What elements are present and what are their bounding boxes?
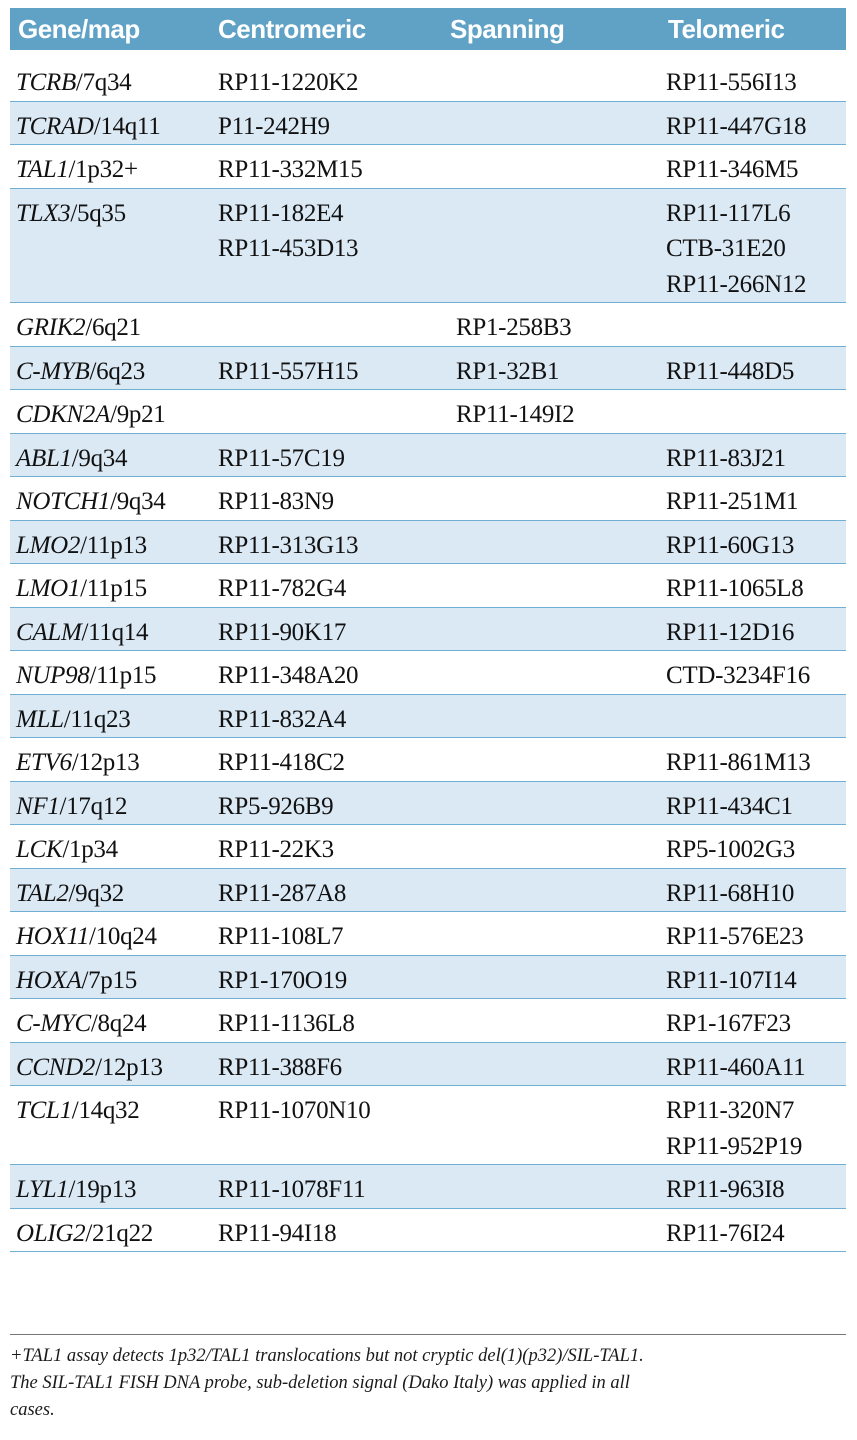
spanning-cell	[450, 1165, 660, 1209]
telomeric-probe: RP11-117L6	[666, 199, 791, 227]
centromeric-probe: RP11-557H15	[218, 357, 359, 385]
gene-name: ABL1	[16, 444, 72, 472]
centromeric-cell	[210, 651, 450, 695]
table-row	[10, 1042, 846, 1086]
map-location: /7p15	[81, 966, 137, 994]
probe-table-container	[10, 8, 846, 1252]
telomeric-probe: RP1-167F23	[666, 1010, 791, 1037]
map-location: /12p13	[71, 749, 140, 776]
gene-name: CDKN2A	[16, 401, 111, 428]
telomeric-probe: RP11-1065L8	[666, 575, 804, 602]
header-gene-map: Gene/map	[10, 8, 210, 50]
footnote-line: The SIL-TAL1 FISH DNA probe, sub-deletion signal (Dako Italy) was applied in all	[10, 1373, 630, 1393]
centromeric-cell	[210, 1086, 450, 1165]
centromeric-cell	[210, 477, 450, 521]
gene-map-cell	[10, 825, 210, 869]
gene-name: HOX11	[16, 923, 90, 950]
telomeric-cell	[660, 390, 846, 434]
map-location: /5q35	[70, 199, 126, 227]
gene-map-cell	[10, 1208, 210, 1252]
map-location: /11q14	[81, 618, 149, 646]
table-row	[10, 477, 846, 521]
centromeric-probe: RP11-332M15	[218, 156, 363, 183]
telomeric-cell	[660, 477, 846, 521]
centromeric-probe: RP1-170O19	[218, 966, 347, 994]
table-row	[10, 999, 846, 1043]
telomeric-cell	[660, 564, 846, 608]
spanning-cell	[450, 1042, 660, 1086]
spanning-cell	[450, 781, 660, 825]
spanning-cell	[450, 50, 660, 101]
map-location: /11p13	[80, 531, 147, 559]
map-location: /1p32+	[68, 156, 138, 183]
gene-name: CALM	[16, 618, 82, 646]
table-row	[10, 564, 846, 608]
gene-map-cell	[10, 912, 210, 956]
centromeric-cell	[210, 433, 450, 477]
centromeric-probe: RP11-1070N10	[218, 1097, 371, 1124]
spanning-cell	[450, 825, 660, 869]
spanning-cell	[450, 390, 660, 434]
map-location: /14q11	[93, 112, 161, 140]
centromeric-cell	[210, 607, 450, 651]
centromeric-probe: RP11-388F6	[218, 1053, 342, 1081]
spanning-cell	[450, 346, 660, 390]
gene-name: MLL	[16, 705, 64, 733]
table-row	[10, 303, 846, 347]
centromeric-probe: RP11-1136L8	[218, 1010, 355, 1037]
centromeric-cell	[210, 1165, 450, 1209]
gene-map-cell	[10, 955, 210, 999]
table-row	[10, 868, 846, 912]
telomeric-cell	[660, 999, 846, 1043]
gene-map-cell	[10, 694, 210, 738]
map-location: /11q23	[63, 705, 131, 733]
gene-map-cell	[10, 564, 210, 608]
centromeric-probe: RP11-57C19	[218, 444, 345, 472]
centromeric-probe: RP11-22K3	[218, 836, 334, 863]
gene-map-cell	[10, 50, 210, 101]
telomeric-cell	[660, 651, 846, 695]
probe-table	[10, 8, 846, 1252]
telomeric-cell	[660, 520, 846, 564]
gene-map-cell	[10, 738, 210, 782]
telomeric-cell	[660, 607, 846, 651]
centromeric-probe: RP11-832A4	[218, 705, 347, 733]
telomeric-probe: RP11-83J21	[666, 444, 786, 472]
telomeric-cell	[660, 825, 846, 869]
centromeric-cell	[210, 520, 450, 564]
telomeric-probe: RP11-576E23	[666, 923, 804, 950]
spanning-cell	[450, 1208, 660, 1252]
gene-name: TCL1	[16, 1097, 72, 1124]
gene-name: LMO2	[16, 531, 81, 559]
spanning-cell	[450, 1086, 660, 1165]
table-row	[10, 433, 846, 477]
gene-name: TLX3	[16, 199, 71, 227]
centromeric-cell	[210, 694, 450, 738]
gene-name: LMO1	[16, 575, 81, 602]
centromeric-cell	[210, 955, 450, 999]
spanning-probe: RP1-32B1	[456, 357, 560, 385]
centromeric-probe: RP11-348A20	[218, 662, 359, 689]
spanning-cell	[450, 607, 660, 651]
spanning-cell	[450, 912, 660, 956]
centromeric-cell	[210, 564, 450, 608]
map-location: /1p34	[62, 836, 118, 863]
centromeric-probe: RP11-418C2	[218, 749, 345, 776]
telomeric-cell	[660, 868, 846, 912]
centromeric-cell	[210, 868, 450, 912]
table-row	[10, 607, 846, 651]
table-row	[10, 50, 846, 101]
spanning-cell	[450, 433, 660, 477]
telomeric-cell	[660, 912, 846, 956]
header-centromeric: Centromeric	[210, 8, 450, 50]
centromeric-cell	[210, 1042, 450, 1086]
telomeric-probe: RP11-460A11	[666, 1053, 806, 1081]
telomeric-cell	[660, 1042, 846, 1086]
table-row	[10, 955, 846, 999]
map-location: /7q34	[75, 69, 132, 96]
centromeric-probe: RP11-1220K2	[218, 69, 359, 96]
spanning-probe: RP11-149I2	[456, 401, 575, 428]
centromeric-probe: RP11-453D13	[218, 235, 359, 262]
gene-name: NF1	[16, 792, 60, 820]
table-body	[10, 50, 846, 1252]
table-row	[10, 145, 846, 189]
centromeric-probe: RP11-782G4	[218, 575, 347, 602]
centromeric-cell	[210, 303, 450, 347]
telomeric-cell	[660, 738, 846, 782]
gene-map-cell	[10, 303, 210, 347]
telomeric-cell	[660, 188, 846, 303]
map-location: /17q12	[59, 792, 128, 820]
map-location: /14q32	[71, 1097, 140, 1124]
gene-map-cell	[10, 101, 210, 145]
telomeric-probe: RP11-963I8	[666, 1176, 785, 1203]
telomeric-probe: RP11-320N7	[666, 1097, 795, 1124]
spanning-probe: RP1-258B3	[456, 314, 572, 341]
telomeric-cell	[660, 50, 846, 101]
telomeric-probe: CTD-3234F16	[666, 662, 810, 689]
map-location: /10q24	[89, 923, 157, 950]
centromeric-cell	[210, 912, 450, 956]
telomeric-probe: CTB-31E20	[666, 235, 786, 262]
centromeric-probe: RP11-83N9	[218, 488, 334, 515]
centromeric-probe: P11-242H9	[218, 112, 330, 140]
spanning-cell	[450, 101, 660, 145]
centromeric-cell	[210, 50, 450, 101]
telomeric-cell	[660, 1086, 846, 1165]
spanning-cell	[450, 145, 660, 189]
centromeric-cell	[210, 390, 450, 434]
table-row	[10, 1086, 846, 1165]
spanning-cell	[450, 564, 660, 608]
map-location: /12p13	[95, 1053, 163, 1081]
table-row	[10, 781, 846, 825]
centromeric-cell	[210, 188, 450, 303]
gene-map-cell	[10, 781, 210, 825]
gene-map-cell	[10, 999, 210, 1043]
gene-name: NOTCH1	[16, 488, 111, 515]
centromeric-probe: RP11-182E4	[218, 199, 344, 227]
centromeric-cell	[210, 825, 450, 869]
table-row	[10, 1165, 846, 1209]
telomeric-probe: RP11-76I24	[666, 1219, 785, 1247]
gene-map-cell	[10, 390, 210, 434]
table-row	[10, 188, 846, 303]
gene-map-cell	[10, 188, 210, 303]
table-row	[10, 738, 846, 782]
centromeric-probe: RP11-108L7	[218, 923, 344, 950]
telomeric-probe: RP11-346M5	[666, 156, 799, 183]
footnote-line: +TAL1 assay detects 1p32/TAL1 translocations but not cryptic del(1)(p32)/SIL-TAL1.	[10, 1346, 644, 1366]
telomeric-cell	[660, 433, 846, 477]
gene-name: NUP98	[16, 662, 90, 689]
gene-name: TCRB	[16, 69, 76, 96]
telomeric-probe: RP11-434C1	[666, 792, 793, 820]
centromeric-probe: RP5-926B9	[218, 792, 334, 820]
gene-name: TAL1	[16, 156, 69, 183]
centromeric-cell	[210, 999, 450, 1043]
centromeric-probe: RP11-313G13	[218, 531, 359, 559]
table-row	[10, 825, 846, 869]
telomeric-probe: RP11-251M1	[666, 488, 799, 515]
gene-map-cell	[10, 651, 210, 695]
gene-map-cell	[10, 1042, 210, 1086]
telomeric-cell	[660, 101, 846, 145]
spanning-cell	[450, 651, 660, 695]
spanning-cell	[450, 955, 660, 999]
centromeric-cell	[210, 145, 450, 189]
centromeric-probe: RP11-94I18	[218, 1219, 337, 1247]
map-location: /19p13	[68, 1176, 137, 1203]
gene-name: TAL2	[16, 879, 69, 907]
centromeric-cell	[210, 781, 450, 825]
table-row	[10, 912, 846, 956]
telomeric-cell	[660, 303, 846, 347]
header-telomeric: Telomeric	[660, 8, 846, 50]
spanning-cell	[450, 477, 660, 521]
telomeric-cell	[660, 145, 846, 189]
spanning-cell	[450, 694, 660, 738]
gene-map-cell	[10, 477, 210, 521]
table-row	[10, 1208, 846, 1252]
spanning-cell	[450, 303, 660, 347]
telomeric-probe: RP11-60G13	[666, 531, 795, 559]
telomeric-cell	[660, 955, 846, 999]
map-location: /6q21	[85, 314, 141, 341]
centromeric-probe: RP11-287A8	[218, 879, 347, 907]
telomeric-cell	[660, 1208, 846, 1252]
gene-name: C-MYB	[16, 357, 90, 385]
telomeric-probe: RP11-12D16	[666, 618, 795, 646]
gene-map-cell	[10, 1086, 210, 1165]
centromeric-cell	[210, 101, 450, 145]
gene-map-cell	[10, 607, 210, 651]
map-location: /9q32	[68, 879, 124, 907]
telomeric-probe: RP11-448D5	[666, 357, 795, 385]
gene-name: TCRAD	[16, 112, 94, 140]
spanning-cell	[450, 738, 660, 782]
telomeric-probe: RP11-266N12	[666, 270, 807, 298]
telomeric-cell	[660, 694, 846, 738]
footnote-line: cases.	[10, 1400, 55, 1420]
table-row	[10, 694, 846, 738]
map-location: /6q23	[89, 357, 145, 385]
telomeric-cell	[660, 1165, 846, 1209]
map-location: /9p21	[110, 401, 166, 428]
gene-map-cell	[10, 868, 210, 912]
map-location: /11p15	[80, 575, 147, 602]
gene-name: GRIK2	[16, 314, 86, 341]
gene-name: LYL1	[16, 1176, 69, 1203]
spanning-cell	[450, 868, 660, 912]
map-location: /9q34	[71, 444, 128, 472]
centromeric-probe: RP11-90K17	[218, 618, 347, 646]
table-row	[10, 390, 846, 434]
map-location: /9q34	[110, 488, 166, 515]
spanning-cell	[450, 999, 660, 1043]
footnote	[10, 1334, 846, 1424]
telomeric-probe: RP11-952P19	[666, 1132, 803, 1160]
gene-name: C-MYC	[16, 1010, 91, 1037]
spanning-cell	[450, 520, 660, 564]
telomeric-probe: RP11-107I14	[666, 966, 797, 994]
header-row	[10, 8, 846, 50]
gene-name: CCND2	[16, 1053, 96, 1081]
telomeric-probe: RP11-68H10	[666, 879, 795, 907]
gene-map-cell	[10, 1165, 210, 1209]
gene-map-cell	[10, 145, 210, 189]
gene-name: LCK	[16, 836, 63, 863]
centromeric-cell	[210, 346, 450, 390]
centromeric-cell	[210, 1208, 450, 1252]
table-row	[10, 651, 846, 695]
table-row	[10, 520, 846, 564]
map-location: /8q24	[90, 1010, 147, 1037]
map-location: /11p15	[89, 662, 157, 689]
map-location: /21q22	[85, 1219, 153, 1247]
spanning-cell	[450, 188, 660, 303]
telomeric-probe: RP11-556I13	[666, 69, 797, 96]
gene-map-cell	[10, 346, 210, 390]
gene-map-cell	[10, 520, 210, 564]
telomeric-probe: RP5-1002G3	[666, 836, 795, 863]
centromeric-cell	[210, 738, 450, 782]
header-spanning: Spanning	[450, 8, 660, 50]
telomeric-cell	[660, 781, 846, 825]
telomeric-cell	[660, 346, 846, 390]
telomeric-probe: RP11-447G18	[666, 112, 807, 140]
table-row	[10, 346, 846, 390]
gene-name: OLIG2	[16, 1219, 86, 1247]
gene-name: HOXA	[16, 966, 82, 994]
gene-name: ETV6	[16, 749, 72, 776]
table-row	[10, 101, 846, 145]
centromeric-probe: RP11-1078F11	[218, 1176, 366, 1203]
gene-map-cell	[10, 433, 210, 477]
telomeric-probe: RP11-861M13	[666, 749, 811, 776]
